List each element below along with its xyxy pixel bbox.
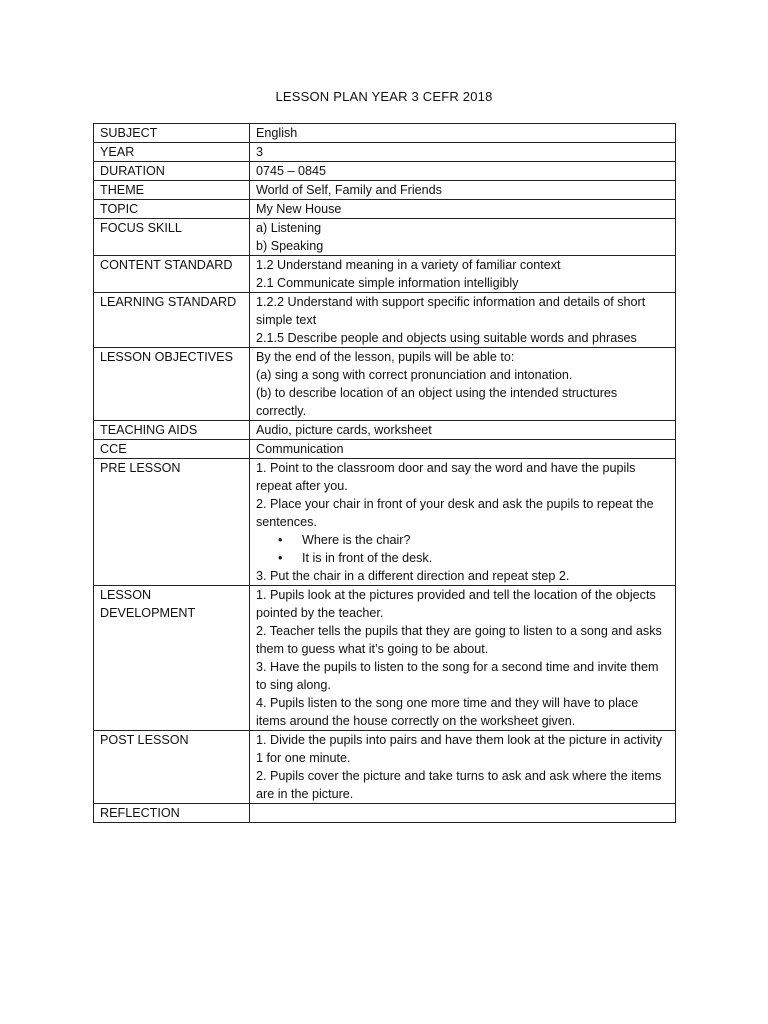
table-row [94, 256, 676, 293]
table-row [94, 348, 676, 421]
content-line: My New House [256, 202, 342, 216]
content-line: 2. Teacher tells the pupils that they are going to listen to a song and asks them to guess what it’s going to be about. [256, 624, 662, 656]
content-line: 0745 – 0845 [256, 164, 327, 178]
content-line: 1. Pupils look at the pictures provided and tell the location of the objects pointed by the teacher. [256, 588, 656, 620]
table-row [94, 162, 676, 181]
bullet-text: Where is the chair? [302, 533, 411, 547]
row-content [250, 200, 676, 219]
row-label: LEARNING STANDARD [94, 293, 250, 348]
content-line: (a) sing a song with correct pronunciation and intonation. [256, 368, 573, 382]
bullet-text: It is in front of the desk. [302, 551, 433, 565]
row-label: POST LESSON [94, 731, 250, 804]
row-label: FOCUS SKILL [94, 219, 250, 256]
row-label: THEME [94, 181, 250, 200]
content-line: b) Speaking [256, 239, 324, 253]
row-content [250, 293, 676, 348]
bullet-icon: • [278, 533, 283, 547]
content-line: World of Self, Family and Friends [256, 183, 442, 197]
content-line: 4. Pupils listen to the song one more time and they will have to place items around the house correctly on the worksheet given. [256, 696, 639, 728]
table-row [94, 731, 676, 804]
content-line: 2. Pupils cover the picture and take turns to ask and ask where the items are in the picture. [256, 769, 662, 801]
row-content [250, 804, 676, 823]
content-line: (b) to describe location of an object using the intended structures correctly. [256, 386, 618, 418]
empty-cell [256, 804, 669, 822]
content-line: English [256, 126, 298, 140]
content-line: Communication [256, 442, 344, 456]
row-label: TEACHING AIDS [94, 421, 250, 440]
content-line: 2.1.5 Describe people and objects using suitable words and phrases [256, 331, 637, 345]
row-content [250, 143, 676, 162]
row-label: DURATION [94, 162, 250, 181]
content-line: 1.2.2 Understand with support specific information and details of short simple text [256, 295, 646, 327]
row-content [250, 256, 676, 293]
content-line: 3. Put the chair in a different direction and repeat step 2. [256, 569, 570, 583]
table-row [94, 459, 676, 586]
content-line: 3. Have the pupils to listen to the song for a second time and invite them to sing along. [256, 660, 659, 692]
bullet-item [278, 531, 669, 549]
content-line: 1.2 Understand meaning in a variety of familiar context [256, 258, 561, 272]
row-label: TOPIC [94, 200, 250, 219]
row-content [250, 348, 676, 421]
row-content [250, 440, 676, 459]
row-label: REFLECTION [94, 804, 250, 823]
row-content [250, 586, 676, 731]
row-label: SUBJECT [94, 124, 250, 143]
content-line: 3 [256, 145, 264, 159]
content-line: 2.1 Communicate simple information intelligibly [256, 276, 519, 290]
row-content [250, 219, 676, 256]
row-label: YEAR [94, 143, 250, 162]
table-row [94, 124, 676, 143]
row-label: LESSON OBJECTIVES [94, 348, 250, 421]
row-content [250, 421, 676, 440]
content-line: 1. Divide the pupils into pairs and have them look at the picture in activity 1 for one minute. [256, 733, 663, 765]
row-label: LESSON DEVELOPMENT [94, 586, 250, 731]
table-row [94, 181, 676, 200]
row-content [250, 459, 676, 586]
row-content [250, 731, 676, 804]
row-content [250, 162, 676, 181]
row-label: CONTENT STANDARD [94, 256, 250, 293]
lesson-plan-table [93, 123, 676, 823]
row-content [250, 181, 676, 200]
table-row [94, 200, 676, 219]
table-row [94, 293, 676, 348]
row-label: CCE [94, 440, 250, 459]
content-line: Audio, picture cards, worksheet [256, 423, 432, 437]
bullet-item [278, 549, 669, 567]
bullet-icon: • [278, 551, 283, 565]
table-row [94, 804, 676, 823]
content-line: By the end of the lesson, pupils will be able to: [256, 350, 515, 364]
table-row [94, 143, 676, 162]
row-content [250, 124, 676, 143]
table-row [94, 440, 676, 459]
table-row [94, 586, 676, 731]
table-row [94, 421, 676, 440]
content-line: 2. Place your chair in front of your desk and ask the pupils to repeat the sentences. [256, 497, 654, 529]
content-line: 1. Point to the classroom door and say the word and have the pupils repeat after you. [256, 461, 636, 493]
document-title: LESSON PLAN YEAR 3 CEFR 2018 [275, 89, 493, 104]
table-row [94, 219, 676, 256]
row-label: PRE LESSON [94, 459, 250, 586]
bullet-list [256, 531, 669, 567]
content-line: a) Listening [256, 221, 322, 235]
